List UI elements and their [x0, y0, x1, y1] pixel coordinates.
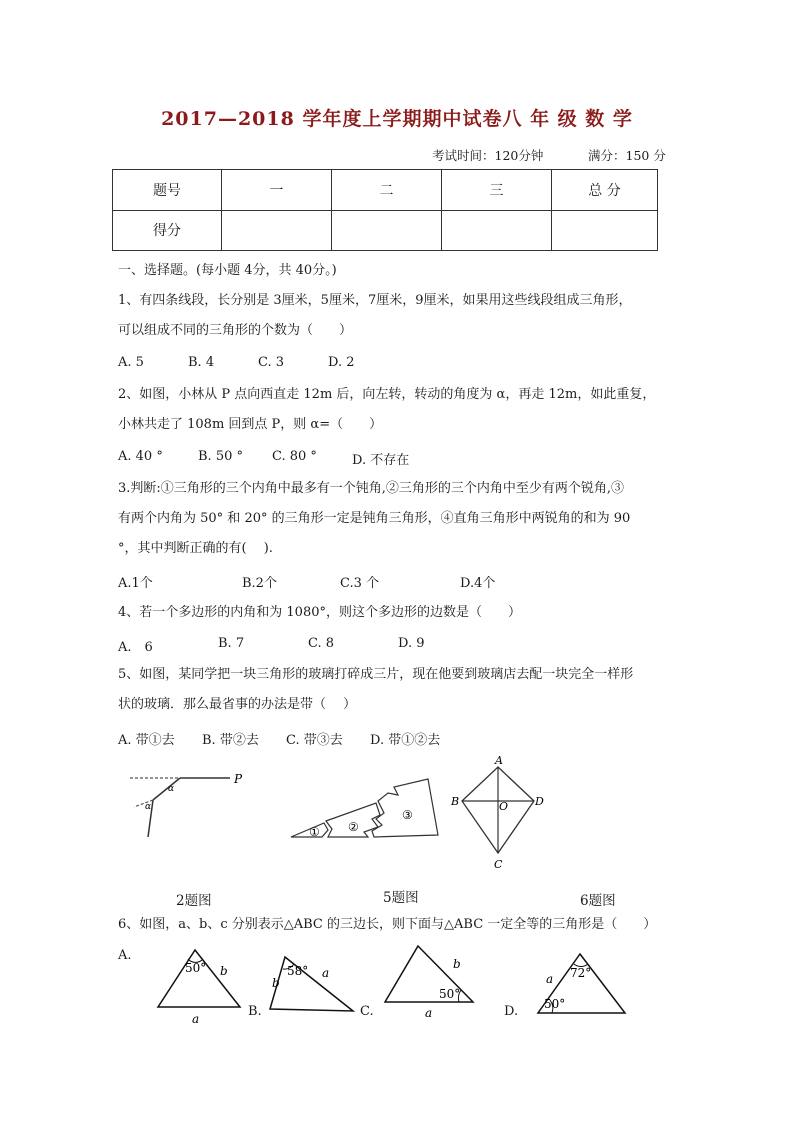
angle-label: 50° [185, 961, 207, 975]
point-p-label: P [234, 772, 243, 786]
figure-5-caption: 5题图 [383, 890, 419, 906]
score-cell [552, 210, 658, 251]
table-row [113, 210, 658, 251]
question-5-line-2: 状的玻璃．那么最省事的办法是带（ ） [118, 697, 357, 712]
section-heading: 一、选择题。(每小题 4分，共 40分。) [118, 263, 337, 278]
option-a: A. 带①去 [118, 733, 175, 748]
score-table [112, 169, 658, 251]
side-label: a [546, 972, 554, 986]
option-d-letter: D. [504, 1004, 519, 1019]
option-a: A. 6 [118, 640, 153, 655]
path-segment [153, 778, 180, 800]
figure-6-diagram [450, 755, 550, 873]
triangle-option-b [265, 945, 360, 1020]
piece-2-label: ② [348, 820, 359, 834]
angle-label: 50° [544, 997, 566, 1011]
side-label: a [322, 966, 330, 980]
figure-2-diagram [118, 765, 268, 850]
question-6-line-1: 6、如图，a、b、c 分别表示△ABC 的三边长，则下面与△ABC 一定全等的三角形是（ ） [118, 917, 657, 932]
option-a: A. 40 ° [118, 449, 163, 464]
question-2-line-2: 小林共走了 108m 回到点 P，则 α=（ ） [118, 417, 383, 432]
option-c: C. 80 ° [272, 449, 317, 464]
vertex-a-label: A [495, 755, 503, 767]
table-cell: 总 分 [552, 170, 658, 211]
side-label: b [453, 957, 461, 971]
option-c: C. 8 [308, 636, 335, 651]
figure-5-diagram [288, 775, 448, 845]
question-4-line-1: 4、若一个多边形的内角和为 1080°，则这个多边形的边数是（ ） [118, 605, 521, 620]
option-d: D. 带①②去 [370, 733, 441, 748]
question-2-line-1: 2、如图，小林从 P 点向西直走 12m 后，向左转，转动的角度为 α，再走 12m，如此重复， [118, 387, 656, 402]
option-b: B. 4 [188, 355, 215, 370]
option-d: D. 9 [398, 636, 425, 651]
center-o-label: O [499, 800, 509, 813]
option-b: B. 50 ° [198, 449, 243, 464]
side-label: a [192, 1012, 200, 1025]
option-d: D.4个 [460, 576, 496, 591]
score-cell [222, 210, 332, 251]
triangle-option-a [150, 945, 250, 1025]
question-3-line-1: 3.判断:①三角形的三个内角中最多有一个钝角,②三角形的三个内角中至少有两个锐角,③ [118, 481, 625, 496]
question-3-line-2: 有两个内角为 50° 和 20° 的三角形一定是钝角三角形，④直角三角形中两锐角的和为 90 [118, 511, 631, 526]
figure-6-caption: 6题图 [580, 893, 616, 909]
option-a-letter: A. [118, 948, 132, 963]
piece-3-label: ③ [402, 808, 413, 822]
full-score: 满分：150 分 [588, 148, 666, 163]
piece-1-label: ① [309, 825, 320, 839]
triangle-option-d [530, 950, 630, 1020]
triangle-outline [270, 957, 353, 1011]
exam-time: 考试时间：120分钟 [432, 148, 544, 163]
question-1-line-1: 1、有四条线段，长分别是 3厘米，5厘米，7厘米，9厘米，如果用这些线段组成三角形， [118, 293, 632, 308]
table-cell: 得分 [113, 210, 222, 251]
angle-label: 72° [570, 966, 592, 980]
option-b: B. 带②去 [202, 733, 259, 748]
option-d: D. 2 [328, 355, 355, 370]
angle-label: 58° [287, 964, 309, 978]
table-cell: 二 [332, 170, 442, 211]
triangle-option-c [383, 940, 483, 1022]
table-header-row [113, 170, 658, 211]
option-c: C. 3 [258, 355, 285, 370]
angle-label: 50° [439, 987, 461, 1001]
option-a: A.1个 [118, 576, 153, 591]
option-c: C. 带③去 [286, 733, 343, 748]
option-b-letter: B. [248, 1004, 262, 1019]
score-cell [442, 210, 552, 251]
option-b: B. 7 [218, 636, 245, 651]
angle-alpha-label: α [145, 802, 152, 812]
table-cell: 题号 [113, 170, 222, 211]
figure-2-caption: 2题图 [176, 893, 212, 909]
triangle-outline [158, 950, 240, 1007]
option-a: A. 5 [118, 355, 144, 370]
angle-alpha-label: α [168, 784, 175, 794]
table-cell: 三 [442, 170, 552, 211]
vertex-d-label: D [535, 795, 544, 808]
exam-title: 2017—2018 学年度上学期期中试卷八 年 级 数 学 [161, 108, 633, 130]
vertex-c-label: C [494, 858, 503, 871]
option-c: C.3 个 [340, 576, 380, 591]
side-label: a [425, 1006, 433, 1020]
question-3-line-3: °，其中判断正确的有( ). [118, 541, 273, 556]
table-cell: 一 [222, 170, 332, 211]
score-cell [332, 210, 442, 251]
question-1-line-2: 可以组成不同的三角形的个数为（ ） [118, 323, 353, 338]
side-label: b [272, 976, 280, 990]
option-c-letter: C. [360, 1004, 374, 1019]
vertex-b-label: B [451, 795, 460, 808]
option-d: D. 不存在 [352, 453, 410, 468]
question-5-line-1: 5、如图，某同学把一块三角形的玻璃打碎成三片，现在他要到玻璃店去配一块完全一样形 [118, 667, 634, 682]
option-b: B.2个 [242, 576, 277, 591]
side-label: b [220, 964, 228, 978]
